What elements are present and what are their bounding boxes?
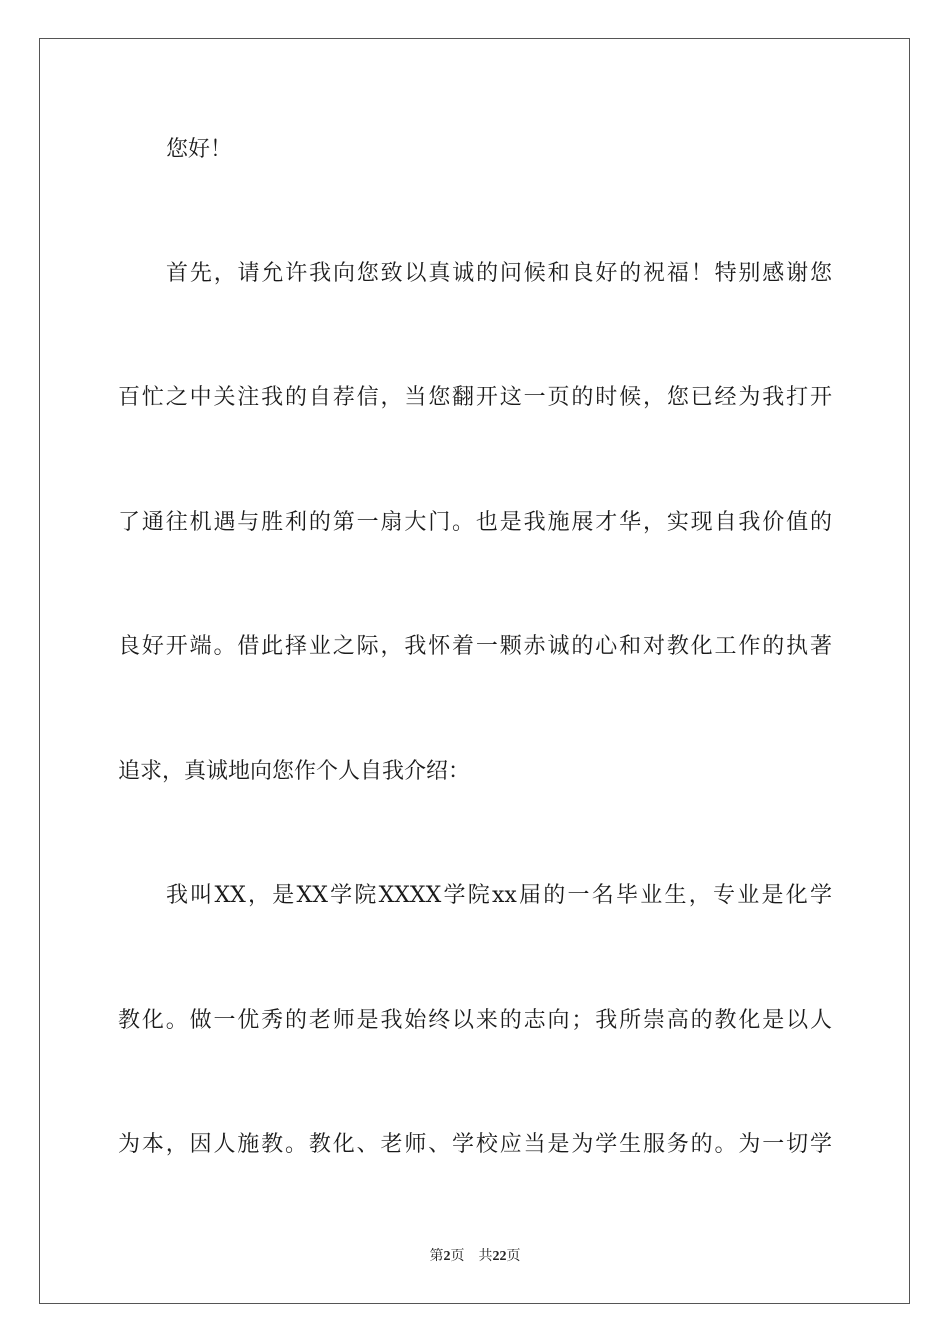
total-prefix: 共 [478, 1248, 493, 1264]
paragraph-2-line-3: 为本，因人施教。教化、老师、学校应当是为学生服务的。为一切学 [118, 1132, 832, 1157]
page-prefix: 第 [429, 1248, 444, 1264]
paragraph-1-line-3: 了通往机遇与胜利的第一扇大门。也是我施展才华，实现自我价值的 [118, 510, 832, 535]
total-pages: 22 [492, 1249, 507, 1264]
paragraph-1-line-1: 首先，请允许我向您致以真诚的问候和良好的祝福！特别感谢您 [166, 261, 832, 286]
greeting-line: 您好！ [166, 137, 233, 162]
paragraph-2-line-1: 我叫XX，是XX学院XXXX学院xx届的一名毕业生，专业是化学 [166, 883, 832, 908]
paragraph-1-line-4: 良好开端。借此择业之际，我怀着一颗赤诚的心和对教化工作的执著 [118, 634, 832, 659]
page-suffix: 页 [450, 1248, 465, 1264]
page-frame [39, 38, 910, 1304]
page-number: 2 [443, 1249, 451, 1264]
page-footer [0, 1247, 950, 1266]
total-suffix: 页 [506, 1248, 521, 1264]
paragraph-2-line-2: 教化。做一优秀的老师是我始终以来的志向；我所崇高的教化是以人 [118, 1008, 832, 1033]
paragraph-1-line-2: 百忙之中关注我的自荐信，当您翻开这一页的时候，您已经为我打开 [118, 385, 832, 410]
paragraph-1-line-5: 追求，真诚地向您作个人自我介绍： [118, 759, 471, 784]
